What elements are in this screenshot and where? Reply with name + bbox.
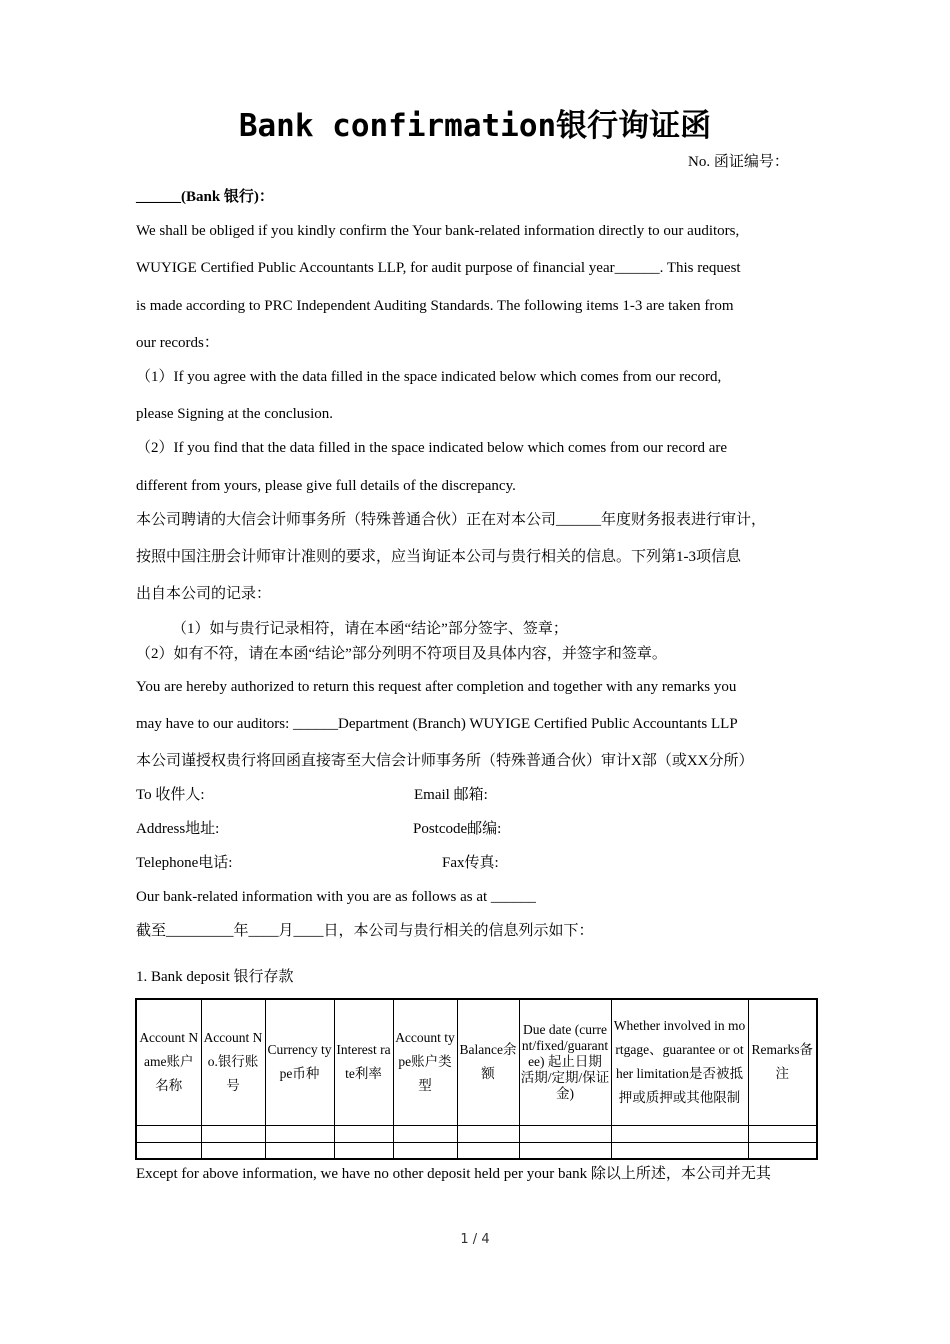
as-at-en: Our bank-related information with you are as follows as at ______ <box>136 889 536 905</box>
contact-telephone: Telephone电话: <box>136 855 233 871</box>
header-account-name: Account Name账户名称 <box>136 999 201 1125</box>
authorize-en-line: may have to our auditors: ______Department (Branch) WUYIGE Certified Public Accountants LLP <box>136 716 738 732</box>
en-intro-line: our records： <box>136 335 219 351</box>
as-at-cn: 截至_________年____月____日，本公司与贵行相关的信息列示如下： <box>136 923 594 939</box>
table-header-row <box>136 999 817 1125</box>
en-intro-line: We shall be obliged if you kindly confirm the Your bank-related information directly to our auditors, <box>136 223 740 239</box>
document-title <box>0 104 950 148</box>
table-row <box>136 1125 817 1142</box>
addressee: ______(Bank 银行)： <box>136 189 274 205</box>
authorize-cn: 本公司谨授权贵行将回函直接寄至大信会计师事务所（特殊普通合伙）审计X部（或XX分所） <box>136 753 754 769</box>
contact-postcode: Postcode邮编: <box>413 821 502 837</box>
cn-intro-line: 本公司聘请的大信会计师事务所（特殊普通合伙）正在对本公司______年度财务报表进行审计， <box>136 512 767 528</box>
table-cell[interactable] <box>611 1142 748 1159</box>
table-cell[interactable] <box>265 1142 334 1159</box>
table-cell[interactable] <box>201 1125 265 1142</box>
cn-intro-line: 按照中国注册会计师审计准则的要求，应当询证本公司与贵行相关的信息。下列第1-3项信息 <box>136 549 741 565</box>
table-cell[interactable] <box>519 1125 611 1142</box>
page-footer: 1 / 4 <box>460 1232 490 1247</box>
table-row <box>136 1142 817 1159</box>
table-cell[interactable] <box>136 1142 201 1159</box>
table-cell[interactable] <box>457 1125 519 1142</box>
table-cell[interactable] <box>748 1142 817 1159</box>
header-account-type: Account type账户类型 <box>393 999 457 1125</box>
en-intro-line: WUYIGE Certified Public Accountants LLP, for audit purpose of financial year______. This request <box>136 260 741 276</box>
after-table-text: Except for above information, we have no other deposit held per your bank 除以上所述，本公司并无其 <box>136 1166 771 1182</box>
contact-to: To 收件人: <box>136 787 205 803</box>
en-item1-line: please Signing at the conclusion. <box>136 406 334 422</box>
table-cell[interactable] <box>265 1125 334 1142</box>
contact-address: Address地址: <box>136 821 220 837</box>
contact-fax: Fax传真: <box>442 855 499 871</box>
header-account-no: Account No.银行账号 <box>201 999 265 1125</box>
table-cell[interactable] <box>201 1142 265 1159</box>
header-due-date: Due date (current/fixed/guarantee) 起止日期 活期/定期/保证金) <box>519 999 611 1125</box>
table-cell[interactable] <box>748 1125 817 1142</box>
title-english: Bank confirmation <box>238 108 557 144</box>
authorize-en-line: You are hereby authorized to return this request after completion and together with any remarks you <box>136 679 737 695</box>
en-item1-line: （1）If you agree with the data filled in the space indicated below which comes from our record, <box>136 369 722 385</box>
table-cell[interactable] <box>393 1125 457 1142</box>
cn-item2: （2）如有不符，请在本函“结论”部分列明不符项目及具体内容，并签字和签章。 <box>136 646 667 662</box>
header-remarks: Remarks备注 <box>748 999 817 1125</box>
table-cell[interactable] <box>457 1142 519 1159</box>
header-currency-type: Currency type币种 <box>265 999 334 1125</box>
table-cell[interactable] <box>611 1125 748 1142</box>
en-item2-line: （2）If you find that the data filled in the space indicated below which comes from our record are <box>136 440 728 456</box>
en-intro-line: is made according to PRC Independent Auditing Standards. The following items 1-3 are taken from <box>136 298 734 314</box>
title-chinese: 银行询证函 <box>556 108 712 144</box>
table-cell[interactable] <box>393 1142 457 1159</box>
table-cell[interactable] <box>519 1142 611 1159</box>
bank-deposit-table <box>135 998 818 1160</box>
table-cell[interactable] <box>334 1142 393 1159</box>
section1-title: 1. Bank deposit 银行存款 <box>136 969 294 985</box>
cn-intro-line: 出自本公司的记录： <box>136 586 272 602</box>
header-interest-rate: Interest rate利率 <box>334 999 393 1125</box>
reference-number: No. 函证编号： <box>688 154 789 170</box>
contact-email: Email 邮箱: <box>414 787 488 803</box>
cn-item1: （1）如与贵行记录相符，请在本函“结论”部分签字、签章； <box>172 621 568 637</box>
en-item2-line: different from yours, please give full details of the discrepancy. <box>136 478 516 494</box>
header-balance: Balance余额 <box>457 999 519 1125</box>
table-cell[interactable] <box>136 1125 201 1142</box>
header-limitation: Whether involved in mortgage、guarantee or other limitation是否被抵押或质押或其他限制 <box>611 999 748 1125</box>
table-cell[interactable] <box>334 1125 393 1142</box>
